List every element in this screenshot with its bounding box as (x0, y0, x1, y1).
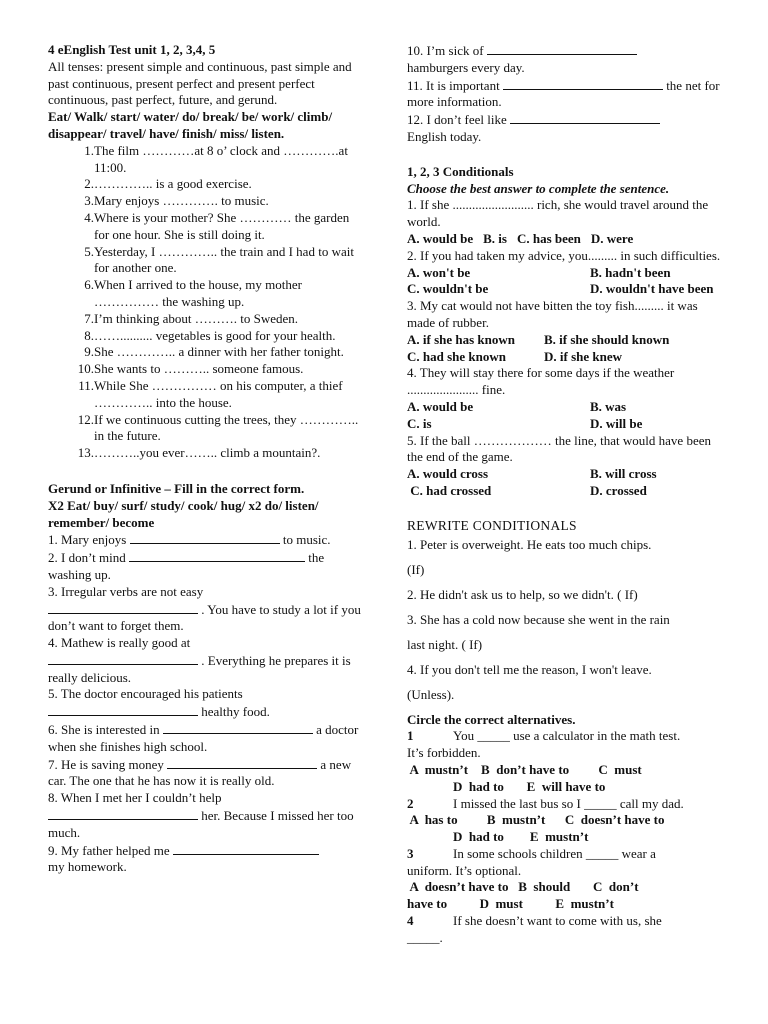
question-text-cont: It’s forbidden. (407, 745, 481, 761)
question-number: 3 (407, 845, 414, 861)
gerund-item-11: 11. It is important the net for more information. (407, 77, 720, 110)
rewrite-line: 2. He didn't ask us to help, so we didn't. ( If) (407, 586, 638, 602)
answer-option[interactable]: B. is (483, 230, 507, 246)
answer-option[interactable]: A. would cross (407, 466, 489, 482)
tense-item (48, 328, 363, 345)
modal-question (407, 846, 729, 913)
test-title: 4 eEnglish Test unit 1, 2, 3,4, 5 (48, 42, 216, 57)
conditional-question: 4. They will stay there for some days if the weather ...................... fine. (407, 365, 675, 398)
gerund-item-3: 3. Irregular verbs are not easy . You have to study a lot if you don’t want to forget them. (48, 583, 361, 634)
item-number: 4. (84, 209, 94, 225)
gerund-item-7: 7. He is saving money a new car. The one that he has now it is really old. (48, 756, 352, 789)
item-text: When I arrived to the house, my mother …………… the washing up. (94, 277, 302, 309)
conditionals-instruction: Choose the best answer to complete the sentence. (407, 180, 670, 196)
conditionals-list (407, 197, 729, 499)
item-text: ………..you ever…….. climb a mountain?. (94, 445, 321, 461)
tense-item (48, 244, 363, 278)
answer-option[interactable]: D. were (590, 230, 634, 246)
modal-list (407, 728, 729, 946)
answer-options[interactable]: A has to B mustn’t C doesn’t have to (407, 812, 665, 828)
answer-blank[interactable] (167, 756, 317, 769)
question-text-cont: _____. (407, 929, 443, 945)
left-column (48, 42, 363, 876)
item-text: ………….. is a good exercise. (94, 176, 252, 192)
rewrite-title: REWRITE CONDITIONALS (407, 517, 577, 533)
item-text: The film …………at 8 o’ clock and ………….at 11:00. (94, 142, 348, 175)
gerund-item-5: 5. The doctor encouraged his patients healthy food. (48, 686, 270, 720)
item-number: 8. (84, 327, 94, 343)
answer-option[interactable]: A. won't be (407, 264, 471, 280)
answer-option[interactable]: D. crossed (590, 482, 647, 498)
answer-option[interactable]: D. will be (590, 415, 643, 431)
tense-item (48, 143, 363, 177)
answer-option[interactable]: D. wouldn't have been (590, 281, 714, 297)
rewrite-line: (If) (407, 561, 425, 577)
answer-options[interactable]: A doesn’t have to B should C don’t (407, 879, 639, 895)
answer-options (407, 231, 729, 248)
gerund-item-4: 4. Mathew is really good at . Everything he prepares it is really delicious. (48, 635, 351, 685)
answer-blank[interactable] (487, 42, 637, 55)
rewrite-line: 4. If you don't tell me the reason, I won't leave. (407, 661, 652, 677)
tense-item (48, 445, 363, 462)
tense-item (48, 378, 363, 412)
item-number: 5. (84, 243, 94, 259)
gerund-verb-list: X2 Eat/ buy/ surf/ study/ cook/ hug/ x2 do/ listen/ remember/ become (48, 497, 319, 530)
answer-options (407, 332, 729, 366)
answer-option[interactable]: A. if she has known (407, 331, 516, 347)
answer-blank[interactable] (173, 842, 319, 855)
modal-question (407, 796, 729, 846)
tenses-intro: All tenses: present simple and continuous, past simple and past continuous, present perfect and present perfect continuous, past perfect, future, and gerund. (48, 58, 352, 108)
question-text-cont: uniform. It’s optional. (407, 862, 522, 878)
question-text: In some schools children _____ wear a (453, 845, 656, 861)
answer-option[interactable]: B. hadn't been (590, 264, 671, 280)
item-text: …….......... vegetables is good for your health. (94, 327, 336, 343)
gerund-item-10: 10. I’m sick of hamburgers every day. (407, 42, 729, 77)
gerund-item-8: 8. When I met her I couldn’t help her. Because I missed her too much. (48, 790, 354, 840)
answer-option[interactable]: C. had crossed (407, 482, 492, 498)
answer-blank[interactable] (48, 652, 198, 665)
modal-question (407, 913, 729, 947)
item-text: She wants to ……….. someone famous. (94, 361, 304, 377)
tense-item (48, 344, 363, 361)
question-number: 4 (407, 913, 414, 929)
answer-blank[interactable] (503, 77, 663, 90)
item-text: While She …………… on his computer, a thief ………….. into the house. (94, 377, 343, 410)
answer-option[interactable]: C. had she known (407, 348, 506, 364)
tense-item (48, 193, 363, 210)
tense-item (48, 210, 363, 244)
question-text: You _____ use a calculator in the math test. (453, 728, 681, 744)
tense-item (48, 311, 363, 328)
tense-item (48, 361, 363, 378)
answer-option[interactable]: B. if she should known (544, 331, 670, 347)
item-number: 10. (77, 361, 94, 377)
item-number: 13. (77, 445, 94, 461)
answer-options (407, 466, 729, 500)
rewrite-line: (Unless). (407, 686, 455, 702)
conditional-question: 2. If you had taken my advice, you......... in such difficulties. (407, 247, 721, 263)
conditional-question: 5. If the ball ……………… the line, that would have been the end of the game. (407, 432, 711, 465)
answer-option[interactable]: C. wouldn't be (407, 281, 489, 297)
answer-option[interactable]: C. has been (516, 230, 581, 246)
conditional-question: 3. My cat would not have bitten the toy fish......... it was made of rubber. (407, 298, 698, 330)
tense-item (48, 412, 363, 446)
answer-option[interactable]: A. would be (407, 230, 474, 246)
answer-blank[interactable] (48, 601, 198, 614)
answer-blank[interactable] (48, 807, 198, 820)
answer-option[interactable]: C. is (407, 415, 432, 431)
item-text: Yesterday, I ………….. the train and I had to wait for another one. (94, 243, 354, 276)
item-number: 6. (84, 277, 94, 293)
answer-options (407, 399, 729, 433)
answer-blank[interactable] (48, 703, 198, 716)
question-number: 2 (407, 795, 414, 811)
gerund-title: Gerund or Infinitive – Fill in the correct form. (48, 480, 305, 496)
answer-options[interactable]: D had to E mustn’t (453, 829, 589, 845)
gerund-item-9: 9. My father helped me my homework. (48, 842, 363, 877)
answer-blank[interactable] (163, 721, 313, 734)
item-number: 9. (84, 344, 94, 360)
question-number: 1 (407, 728, 414, 744)
item-text: Mary enjoys …………. to music. (94, 193, 269, 209)
tense-item (48, 176, 363, 193)
rewrite-line: last night. ( If) (407, 636, 483, 652)
circle-title: Circle the correct alternatives. (407, 711, 576, 727)
conditional-question: 1. If she ......................... rich, she would travel around the world. (407, 197, 709, 230)
answer-blank[interactable] (129, 549, 305, 562)
answer-options (407, 265, 729, 299)
tense-item (48, 277, 363, 311)
rewrite-line: 3. She has a cold now because she went in the rain (407, 611, 670, 627)
item-number: 12. (77, 411, 94, 427)
item-text: If we continuous cutting the trees, they ………….. in the future. (94, 411, 359, 444)
answer-option[interactable]: B. was (590, 398, 627, 414)
item-text: Where is your mother? She ………… the garden for one hour. She is still doing it. (94, 209, 350, 242)
answer-blank[interactable] (130, 531, 280, 544)
gerund-item-6: 6. She is interested in a doctor when she finishes high school. (48, 722, 359, 754)
gerund-item-12: 12. I don’t feel like English today. (407, 111, 729, 146)
rewrite-line: 1. Peter is overweight. He eats too much chips. (407, 536, 652, 552)
answer-option[interactable]: D. if she knew (544, 348, 623, 364)
answer-options[interactable]: have to D must E mustn’t (407, 896, 614, 912)
item-number: 1. (84, 142, 94, 158)
item-number: 7. (84, 310, 94, 326)
question-text: If she doesn’t want to come with us, she (453, 913, 662, 929)
answer-options[interactable]: A mustn’t B don’t have to C must (407, 761, 642, 777)
answer-option[interactable]: A. would be (407, 398, 474, 414)
answer-blank[interactable] (510, 111, 660, 124)
conditionals-title: 1, 2, 3 Conditionals (407, 163, 514, 179)
item-number: 11. (78, 377, 94, 393)
answer-option[interactable]: B. will cross (590, 466, 657, 482)
question-text: I missed the last bus so I _____ call my dad. (453, 795, 684, 811)
item-text: I’m thinking about ………. to Sweden. (94, 310, 299, 326)
modal-question (407, 728, 729, 795)
gerund-item-2: 2. I don’t mind the washing up. (48, 550, 325, 582)
tense-exercise-list (48, 143, 363, 462)
right-column (407, 42, 729, 947)
gerund-item-1: 1. Mary enjoys to music. (48, 532, 331, 548)
item-number: 2. (84, 176, 94, 192)
rewrite-list (407, 537, 729, 703)
item-text: She ………….. a dinner with her father tonight. (94, 344, 344, 360)
item-number: 3. (84, 193, 94, 209)
verb-list: Eat/ Walk/ start/ water/ do/ break/ be/ work/ climb/ disappear/ travel/ have/ finish/ miss/ listen. (48, 109, 333, 141)
answer-options[interactable]: D had to E will have to (453, 778, 606, 794)
